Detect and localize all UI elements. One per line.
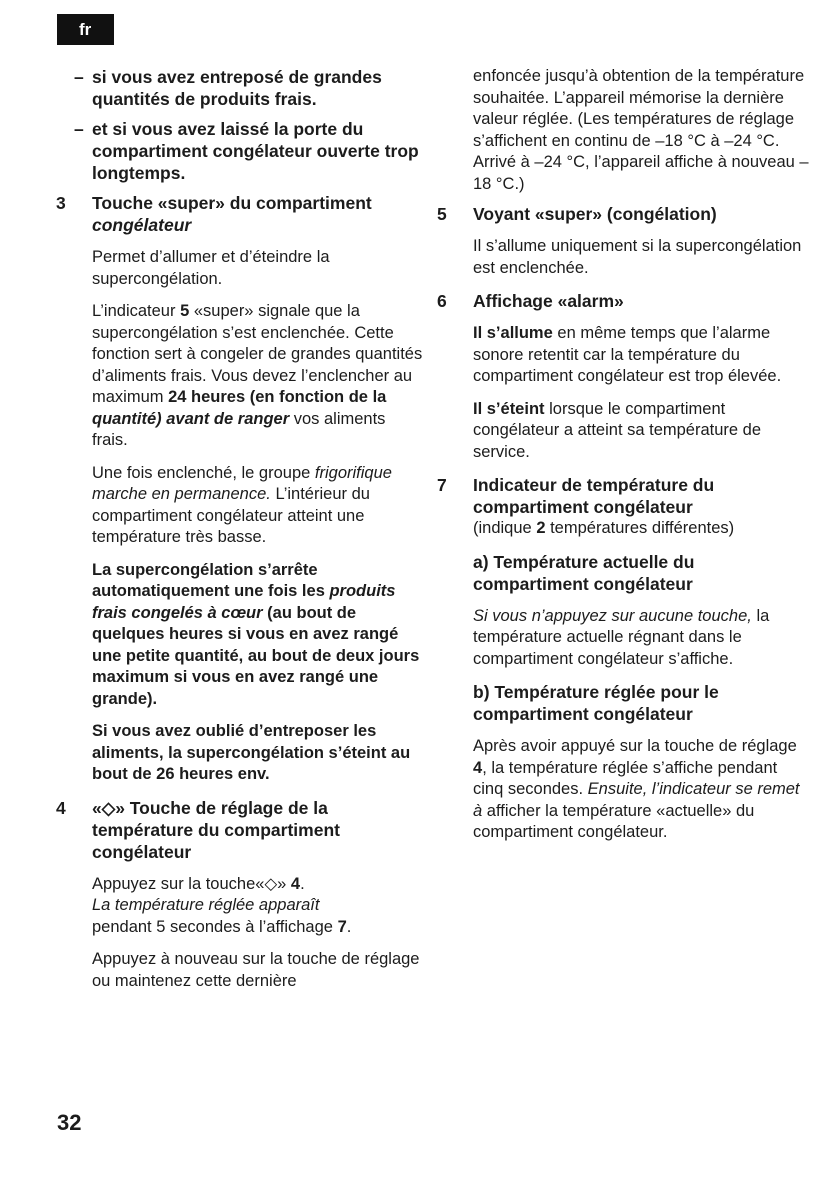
item-number: 3	[56, 193, 66, 213]
item-4-continued	[437, 66, 809, 195]
item-number: 4	[56, 797, 66, 818]
right-column	[437, 66, 809, 844]
paragraph: Permet d’allumer et d’éteindre la supercongélation.	[92, 248, 330, 288]
paragraph: Une fois enclenché, le groupe frigorifique marche en permanence. L’intérieur du compartiment congélateur atteint une température très basse.	[92, 463, 392, 546]
paragraph: Appuyez à nouveau sur la touche de réglage ou maintenez cette dernière	[92, 950, 420, 990]
dash-marker: –	[74, 119, 84, 139]
item-4	[56, 797, 424, 993]
item-3	[56, 192, 424, 786]
paragraph-bold: La supercongélation s’arrête automatiquement une fois les produits frais congelés à cœur (au bout de quelques heures si vous en avez rangé une petite quantité, au bout de deux jours maximum si vous en avez rangé une grande).	[92, 560, 420, 708]
paragraph: Il s’éteint lorsque le compartiment congélateur a atteint sa température de service.	[473, 399, 762, 461]
item-5-title: Voyant «super» (congélation)	[473, 204, 717, 224]
item-5	[437, 203, 809, 279]
item-number: 5	[437, 204, 447, 224]
subheading: a) Température actuelle du compartiment congélateur	[473, 551, 695, 594]
subheading: b) Température réglée pour le compartiment congélateur	[473, 682, 719, 724]
paragraph-bold: Si vous avez oublié d’entreposer les aliments, la supercongélation s’éteint au bout de 26 heures env.	[92, 722, 411, 783]
paragraph: enfoncée jusqu’à obtention de la température souhaitée. L’appareil mémorise la dernière valeur réglée. (Les températures de réglage s’affichent en continu de –18 °C à –24 °C. Arrivé à –24 °C, l’appareil affiche à nouveau –18 °C.)	[473, 67, 809, 193]
item-number: 7	[437, 475, 447, 495]
left-column	[56, 66, 424, 992]
paragraph: Appuyez sur la touche«◇» 4. La température réglée apparaît pendant 5 secondes à l’affichage 7.	[92, 874, 352, 936]
item-7	[437, 474, 809, 844]
paragraph: Après avoir appuyé sur la touche de réglage 4, la température réglée s’affiche pendant cinq secondes. Ensuite, l’indicateur se remet à afficher la température «actuelle» du compartiment congélateur.	[473, 737, 800, 841]
bullet-text: et si vous avez laissé la porte du compartiment congélateur ouverte trop longtemps.	[92, 119, 419, 183]
paragraph: (indique 2 températures différentes)	[473, 519, 735, 537]
bullet-fresh-products	[56, 66, 424, 110]
item-number: 6	[437, 291, 447, 311]
paragraph: Il s’allume en même temps que l’alarme sonore retentit car la température du compartiment congélateur est trop élevée.	[473, 324, 782, 385]
paragraph: Il s’allume uniquement si la supercongélation est enclenchée.	[473, 237, 802, 277]
language-tab: fr	[57, 14, 114, 45]
item-4-title: «◇» Touche de réglage de la température du compartiment congélateur	[92, 797, 340, 862]
page-number: 32	[57, 1110, 82, 1135]
item-7-title: Indicateur de température du compartiment congélateur	[473, 475, 715, 517]
dash-marker: –	[74, 67, 84, 87]
bullet-text: si vous avez entreposé de grandes quantités de produits frais.	[92, 67, 382, 109]
bullet-door-open	[56, 118, 424, 184]
paragraph: Si vous n’appuyez sur aucune touche, la température actuelle régnant dans le compartiment congélateur s’affiche.	[473, 606, 770, 668]
item-6-title: Affichage «alarm»	[473, 291, 624, 311]
paragraph: L’indicateur 5 «super» signale que la supercongélation s’est enclenchée. Cette fonction sert à congeler de grandes quantités d’aliments frais. Vous devez l’enclencher au maximum 24 heures (en fonction de la quantité) avant de ranger vos aliments frais.	[92, 302, 423, 449]
item-6	[437, 290, 809, 463]
item-3-title: Touche «super» du compartiment congélateur	[92, 193, 372, 235]
